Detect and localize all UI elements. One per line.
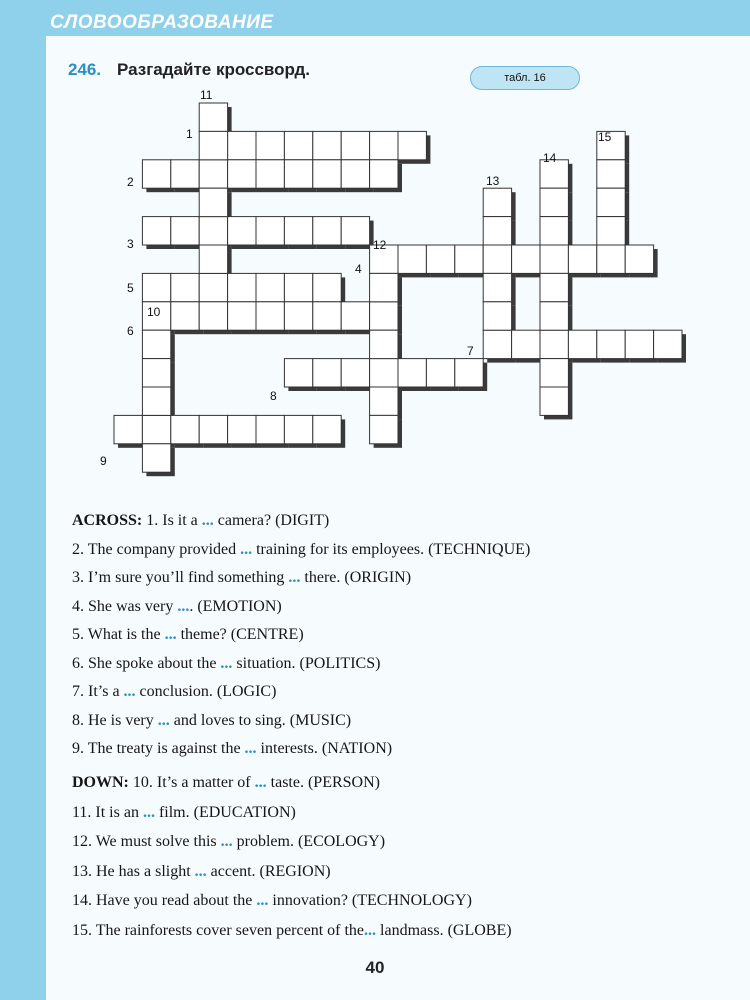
clue-number-label: 12 <box>373 238 387 252</box>
clue-number-label: 2 <box>127 175 134 189</box>
crossword-cell[interactable] <box>370 387 398 415</box>
crossword-cell[interactable] <box>256 160 284 188</box>
section-title: СЛОВООБРАЗОВАНИЕ <box>50 12 274 33</box>
crossword-cell[interactable] <box>284 415 312 443</box>
crossword-cell[interactable] <box>199 217 227 245</box>
crossword-cell[interactable] <box>199 131 227 159</box>
crossword-cell[interactable] <box>256 302 284 330</box>
crossword-cell[interactable] <box>313 359 341 387</box>
crossword-cell[interactable] <box>142 273 170 301</box>
crossword-cell[interactable] <box>398 131 426 159</box>
crossword-cell[interactable] <box>341 359 369 387</box>
crossword-cell[interactable] <box>313 217 341 245</box>
clue-across-8: 8. He is very ... and loves to sing. (MUSIC) <box>72 711 352 729</box>
crossword-cell[interactable] <box>228 273 256 301</box>
crossword-cell[interactable] <box>483 273 511 301</box>
crossword-cell[interactable] <box>199 188 227 216</box>
crossword-cell[interactable] <box>540 188 568 216</box>
crossword-cell[interactable] <box>313 273 341 301</box>
crossword-cell[interactable] <box>142 387 170 415</box>
crossword-cell[interactable] <box>284 359 312 387</box>
crossword-cell[interactable] <box>483 330 511 358</box>
crossword-cell[interactable] <box>171 302 199 330</box>
crossword-cell[interactable] <box>142 330 170 358</box>
clue-number-label: 4 <box>355 262 362 276</box>
clue-number-label: 7 <box>467 344 474 358</box>
crossword-cell[interactable] <box>199 103 227 131</box>
clue-down-13: 13. He has a slight ... accent. (REGION) <box>72 862 331 880</box>
crossword-cell[interactable] <box>597 245 625 273</box>
crossword-cell[interactable] <box>540 273 568 301</box>
clue-across-4: 4. She was very .... (EMOTION) <box>72 597 282 615</box>
crossword-cell[interactable] <box>284 217 312 245</box>
clue-across-1: ACROSS: 1. Is it a ... camera? (DIGIT) <box>72 512 330 529</box>
crossword-cell[interactable] <box>313 131 341 159</box>
crossword-cell[interactable] <box>370 359 398 387</box>
crossword-cell[interactable] <box>540 217 568 245</box>
crossword-cell[interactable] <box>568 330 596 358</box>
crossword-cell[interactable] <box>313 302 341 330</box>
crossword-cell[interactable] <box>341 302 369 330</box>
crossword-cell[interactable] <box>512 330 540 358</box>
crossword-cell[interactable] <box>313 160 341 188</box>
clue-number-label: 9 <box>100 454 107 468</box>
crossword-cell[interactable] <box>313 415 341 443</box>
crossword-cell[interactable] <box>455 359 483 387</box>
crossword-cell[interactable] <box>228 131 256 159</box>
crossword-cell[interactable] <box>455 245 483 273</box>
crossword-cell[interactable] <box>540 359 568 387</box>
down-heading: DOWN: <box>72 774 129 791</box>
crossword-cell[interactable] <box>483 245 511 273</box>
crossword-cell[interactable] <box>171 160 199 188</box>
crossword-cell[interactable] <box>284 302 312 330</box>
crossword-cell[interactable] <box>370 302 398 330</box>
crossword-cell[interactable] <box>199 415 227 443</box>
crossword-cell[interactable] <box>199 273 227 301</box>
crossword-cell[interactable] <box>284 273 312 301</box>
crossword-cell[interactable] <box>597 217 625 245</box>
crossword-cell[interactable] <box>256 131 284 159</box>
table-reference-badge: табл. 16 <box>470 66 580 90</box>
crossword-cell[interactable] <box>654 330 682 358</box>
crossword-cell[interactable] <box>426 359 454 387</box>
crossword-cell[interactable] <box>228 302 256 330</box>
crossword-cell[interactable] <box>483 217 511 245</box>
crossword-cell[interactable] <box>256 273 284 301</box>
clue-across-6: 6. She spoke about the ... situation. (POLITICS) <box>72 654 381 672</box>
crossword-cell[interactable] <box>142 359 170 387</box>
crossword-cell[interactable] <box>568 245 596 273</box>
clue-number-label: 1 <box>186 127 193 141</box>
crossword-cell[interactable] <box>540 330 568 358</box>
crossword-cell[interactable] <box>341 131 369 159</box>
clue-down-15: 15. The rainforests cover seven percent of the... landmass. (GLOBE) <box>72 921 512 939</box>
crossword-cell[interactable] <box>625 245 653 273</box>
crossword-cell[interactable] <box>540 245 568 273</box>
crossword-cell[interactable] <box>199 245 227 273</box>
crossword-cell[interactable] <box>597 330 625 358</box>
crossword-cell[interactable] <box>625 330 653 358</box>
crossword-cell[interactable] <box>341 217 369 245</box>
crossword-cell[interactable] <box>199 160 227 188</box>
crossword-cell[interactable] <box>341 160 369 188</box>
clue-number-label: 13 <box>486 174 500 188</box>
crossword-cell[interactable] <box>142 444 170 472</box>
crossword-cell[interactable] <box>512 245 540 273</box>
clue-across-5: 5. What is the ... theme? (CENTRE) <box>72 626 304 643</box>
clue-across-2: 2. The company provided ... training for its employees. (TECHNIQUE) <box>72 540 531 558</box>
crossword-cell[interactable] <box>540 387 568 415</box>
crossword-cell[interactable] <box>171 217 199 245</box>
crossword-cell[interactable] <box>142 217 170 245</box>
crossword-cell[interactable] <box>199 302 227 330</box>
clue-across-3: 3. I’m sure you’ll find something ... there. (ORIGIN) <box>72 569 412 586</box>
clue-down-14: 14. Have you read about the ... innovation? (TECHNOLOGY) <box>72 892 472 909</box>
crossword-cell[interactable] <box>370 131 398 159</box>
crossword-cell[interactable] <box>483 302 511 330</box>
clue-number-label: 5 <box>127 281 134 295</box>
clue-across-7: 7. It’s a ... conclusion. (LOGIC) <box>72 683 277 700</box>
clue-number-label: 15 <box>598 130 612 144</box>
crossword-cell[interactable] <box>597 160 625 188</box>
crossword-cell[interactable] <box>228 160 256 188</box>
crossword-cell[interactable] <box>370 330 398 358</box>
clue-number-label: 11 <box>200 88 213 102</box>
crossword-cell[interactable] <box>370 415 398 443</box>
crossword-cell[interactable] <box>597 188 625 216</box>
clue-number-label: 6 <box>127 324 134 338</box>
crossword-cell[interactable] <box>228 217 256 245</box>
clue-number-label: 14 <box>543 151 557 165</box>
crossword-cell[interactable] <box>426 245 454 273</box>
clue-number-label: 8 <box>270 389 277 403</box>
crossword-cell[interactable] <box>540 302 568 330</box>
crossword-cell[interactable] <box>370 160 398 188</box>
crossword-cell[interactable] <box>398 245 426 273</box>
crossword-cell[interactable] <box>284 131 312 159</box>
clue-down-12: 12. We must solve this ... problem. (ECOLOGY) <box>72 833 386 850</box>
crossword-cell[interactable] <box>114 415 142 443</box>
crossword-cell[interactable] <box>228 415 256 443</box>
crossword-cell[interactable] <box>142 160 170 188</box>
crossword-cell[interactable] <box>142 415 170 443</box>
crossword-cell[interactable] <box>256 217 284 245</box>
clue-across-9: 9. The treaty is against the ... interests. (NATION) <box>72 740 393 757</box>
clue-down-11: 11. It is an ... film. (EDUCATION) <box>72 803 296 821</box>
clue-number-label: 10 <box>147 305 161 319</box>
across-heading: ACROSS: <box>72 512 143 529</box>
exercise-number: 246. <box>68 60 102 79</box>
crossword-cell[interactable] <box>284 160 312 188</box>
crossword-cell[interactable] <box>256 415 284 443</box>
crossword-cell[interactable] <box>398 359 426 387</box>
clue-number-label: 3 <box>127 237 134 251</box>
crossword-cell[interactable] <box>171 273 199 301</box>
clue-down-10: DOWN: 10. It’s a matter of ... taste. (PERSON) <box>72 774 380 791</box>
exercise-instruction: Разгадайте кроссворд. <box>117 60 311 79</box>
crossword-cell[interactable] <box>370 273 398 301</box>
crossword-cell[interactable] <box>483 188 511 216</box>
page-number: 40 <box>365 958 385 977</box>
crossword-cell[interactable] <box>171 415 199 443</box>
